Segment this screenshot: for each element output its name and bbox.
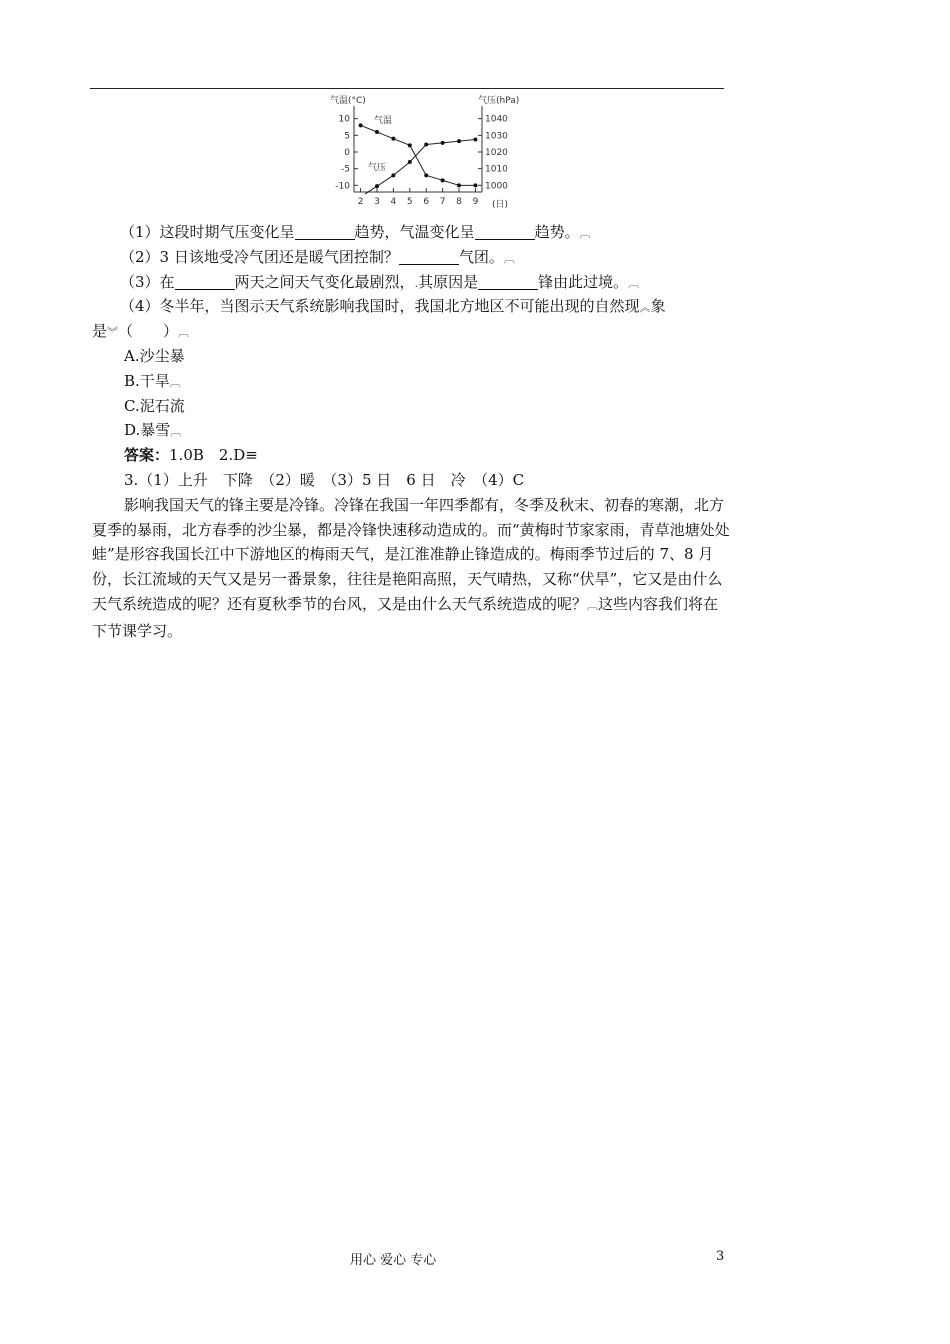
data-point-pressure	[441, 141, 445, 145]
stray-mark: ︹	[503, 251, 515, 265]
x-tick-label: 6	[423, 197, 430, 207]
data-point-pressure	[408, 160, 412, 164]
stray-mark: ︾	[107, 326, 119, 340]
closing-paragraph: 影响我国天气的锋主要是冷锋。冷锋在我国一年四季都有，冬季及秋末、初春的寒潮，北方夏季的暴雨，北方春季的沙尘暴，都是冷锋快速移动造成的。而“黄梅时节家家雨，青草池塘处处蛙”是形容我国长江中下游地区的梅雨天气，是江淮准静止锋造成的。梅雨季节过后的 7、8 月份，长江流域的天气又是另一番景象，往往是艳阳高照，天气晴热，又称“伏旱”，它又是由什么天气系统造成的呢？还有夏秋季节的台风，又是由什么天气系统造成的呢？︹这些内容我们将在下节课学习。	[92, 495, 730, 640]
data-point-temperature	[375, 130, 379, 134]
data-point-temperature	[424, 173, 428, 177]
series-label-pressure: 气压	[368, 163, 387, 173]
page-number: 3	[716, 1249, 725, 1264]
y-left-tick-label: 0	[344, 148, 350, 158]
option-d: D.暴雪︹	[124, 421, 182, 440]
answer-line: 答案：1.0B 2.D≡	[124, 446, 258, 465]
x-tick-label: 8	[456, 197, 462, 207]
data-point-temperature	[359, 123, 363, 127]
stray-mark: ︹	[628, 276, 640, 290]
footer-motto: 用心 爱心 专心	[350, 1253, 437, 1268]
question-4-line-1: （4）冬半年，当图示天气系统影响我国时，我国北方地区不可能出现的自然现︽象	[120, 297, 666, 316]
y-left-tick-label: 10	[338, 114, 350, 125]
answer-blank	[475, 224, 535, 240]
y-right-tick-label: 1000	[485, 181, 508, 192]
question-1: （1）这段时期气压变化呈 趋势，气温变化呈 趋势。︹	[120, 223, 591, 241]
answer-3-line: 3.（1）上升 下降 （2）暖 （3）5 日 6 日 冷 （4）C	[124, 470, 525, 489]
data-point-temperature	[391, 137, 395, 141]
series-label-temperature: 气温	[374, 116, 393, 126]
question-4-line-2: 是︾（ ）︹	[92, 322, 190, 341]
answer-blank	[399, 249, 459, 265]
data-point-pressure	[391, 173, 395, 177]
y-left-tick-label: -5	[341, 164, 350, 175]
series-line-temperature	[361, 125, 476, 185]
stray-mark: ︹	[587, 598, 599, 612]
y-right-tick-label: 1040	[485, 114, 508, 125]
x-tick-label: 4	[390, 197, 397, 207]
question-3: （3）在 两天之间天气变化最剧烈，.其原因是 锋由此过境。︹	[120, 272, 640, 291]
data-point-pressure	[457, 139, 461, 143]
stray-mark: ︹	[579, 227, 591, 240]
option-c: C.泥石流	[124, 396, 185, 415]
series-line-segment	[365, 186, 377, 194]
data-point-temperature	[473, 183, 477, 187]
header-rule	[90, 88, 724, 89]
y-left-tick-label: -10	[335, 181, 350, 192]
option-b: B.干旱︹	[124, 371, 181, 390]
answer-label: 答案：	[124, 446, 170, 465]
stray-mark: ︹	[178, 326, 190, 340]
y-right-tick-label: 1010	[485, 164, 508, 175]
x-tick-label: 2	[357, 197, 364, 207]
data-point-temperature	[408, 143, 412, 147]
data-point-temperature	[457, 183, 461, 187]
x-tick-label: 9	[472, 197, 479, 207]
question-2: （2）3 日该地受冷气团还是暖气团控制？ 气团。︹	[120, 247, 515, 266]
data-point-temperature	[441, 178, 445, 182]
x-tick-label: 3	[374, 197, 380, 207]
x-tick-label: 7	[439, 197, 446, 207]
option-a: A.沙尘暴	[124, 346, 185, 365]
y-right-label: 气压(hPa)	[478, 96, 520, 106]
x-tick-label: 5	[406, 197, 413, 207]
x-unit-label: (日)	[492, 200, 509, 210]
document-body	[92, 220, 732, 644]
y-right-tick-label: 1020	[485, 148, 508, 158]
y-left-label: 气温(°C)	[330, 96, 366, 106]
data-point-pressure	[424, 143, 428, 147]
answer-blank	[478, 274, 538, 290]
stray-mark: ︽	[639, 301, 651, 315]
answer-blank	[175, 274, 235, 290]
temperature-pressure-chart	[320, 92, 530, 212]
data-point-pressure	[375, 184, 379, 188]
y-left-tick-label: 5	[344, 131, 350, 142]
y-right-tick-label: 1030	[485, 131, 508, 142]
answer-blank	[295, 224, 355, 240]
data-point-pressure	[473, 138, 477, 142]
